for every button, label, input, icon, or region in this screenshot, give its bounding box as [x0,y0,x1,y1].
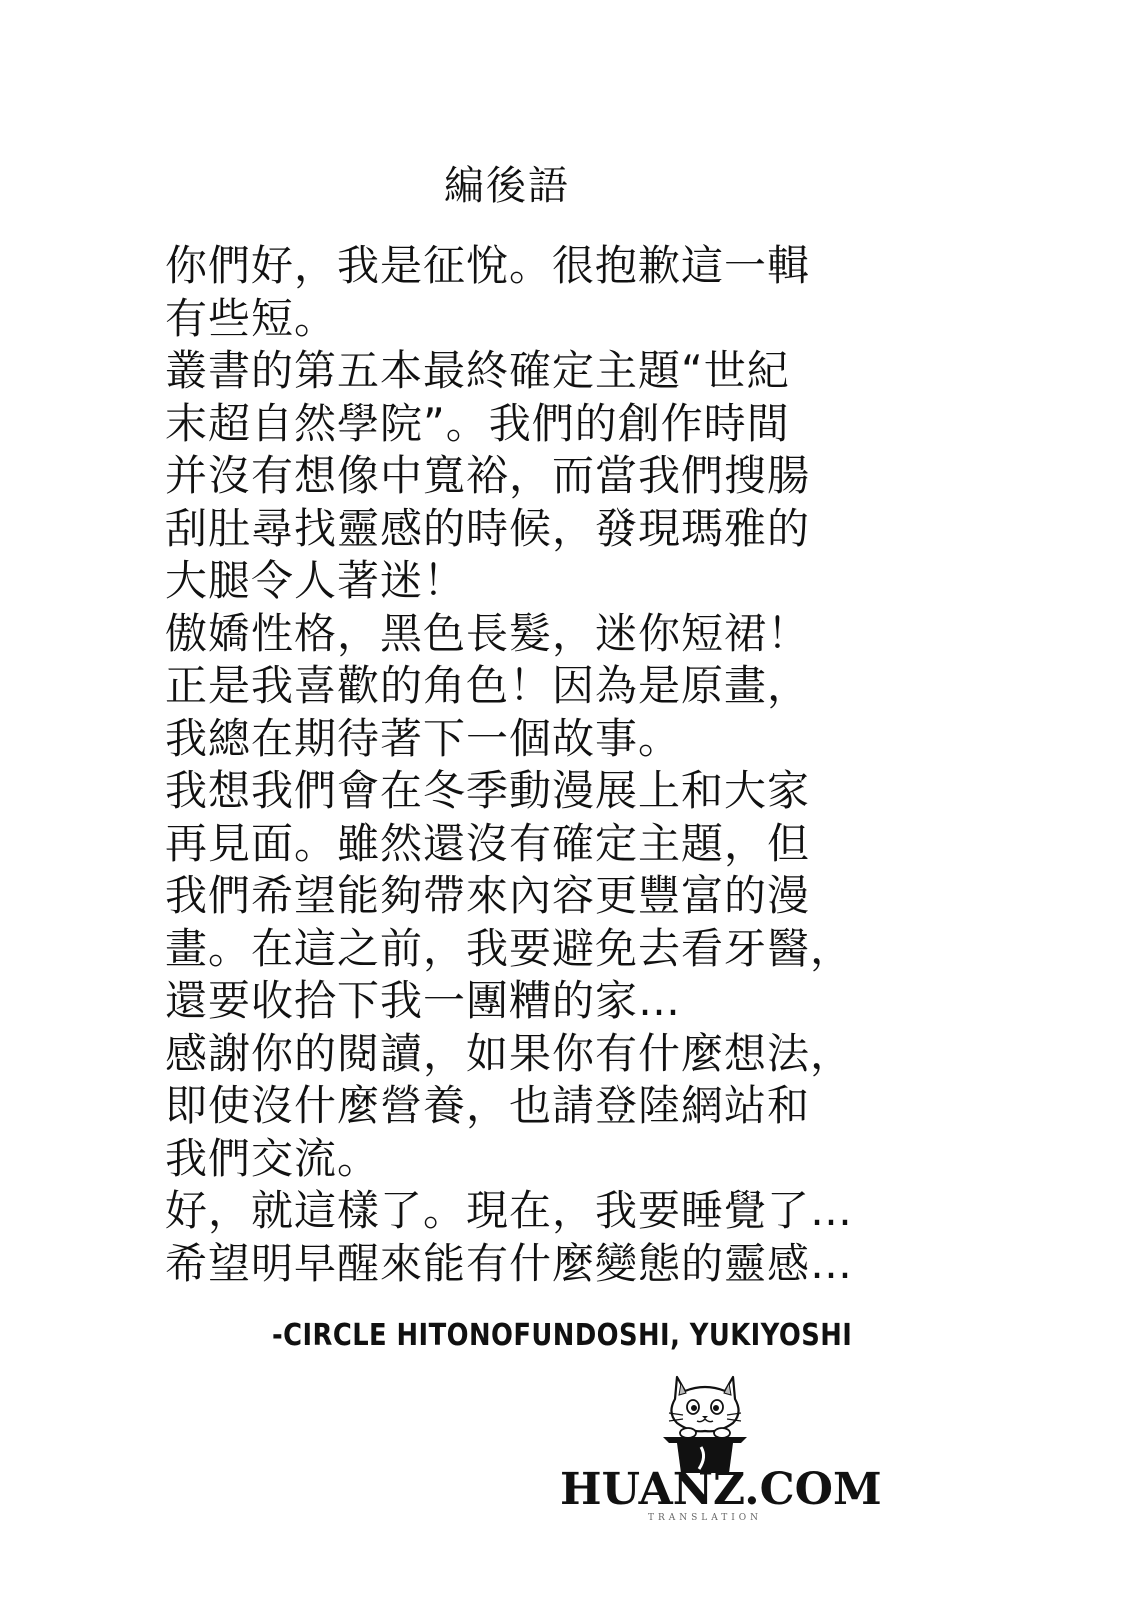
body-line: 并沒有想像中寬裕，而當我們搜腸 [165,451,811,500]
signature: -CIRCLE HITONOFUNDOSHI, YUKIYOSHI [272,1318,853,1353]
page-title: 編後語 [444,163,570,209]
body-line: 末超自然學院”。我們的創作時間 [165,398,790,448]
logo-wordmark: HUANZ.COM [560,1464,882,1515]
body-line: 我總在期待著下一個故事。 [165,713,682,763]
cat-in-top-hat-icon [655,1365,755,1475]
logo-subtitle: TRANSLATION [647,1513,763,1523]
body-line: 即使沒什麼營養，也請登陸網站和 [165,1081,811,1130]
body-line: 還要收拾下我一團糟的家… [165,976,682,1025]
body-line: 希望明早醒來能有什麼變態的靈感… [165,1238,854,1288]
body-line: 有些短。 [165,293,338,343]
body-line: 我想我們會在冬季動漫展上和大家 [165,766,811,815]
huanz-logo [560,1365,882,1530]
body-line: 我們交流。 [165,1133,381,1183]
body-line: 正是我喜歡的角色！因為是原畫， [165,661,811,710]
body-line: 傲嬌性格，黑色長髮，迷你短裙！ [165,608,811,658]
body-line: 我們希望能夠帶來內容更豐富的漫 [165,871,811,920]
body-line: 再見面。雖然還沒有確定主題，但 [165,818,811,868]
body-line: 刮肚尋找靈感的時候，發現瑪雅的 [165,503,811,553]
body-line: 你們好，我是征悅。很抱歉這一輯 [165,241,811,290]
body-line: 畫。在這之前，我要避免去看牙醫， [165,923,854,973]
body-line: 好，就這樣了。現在，我要睡覺了… [165,1186,854,1235]
afterword-body [165,240,925,1290]
body-line: 叢書的第五本最終確定主題“世紀 [165,346,790,395]
body-line: 感謝你的閱讀，如果你有什麼想法， [165,1028,854,1078]
body-line: 大腿令人著迷！ [165,556,467,605]
